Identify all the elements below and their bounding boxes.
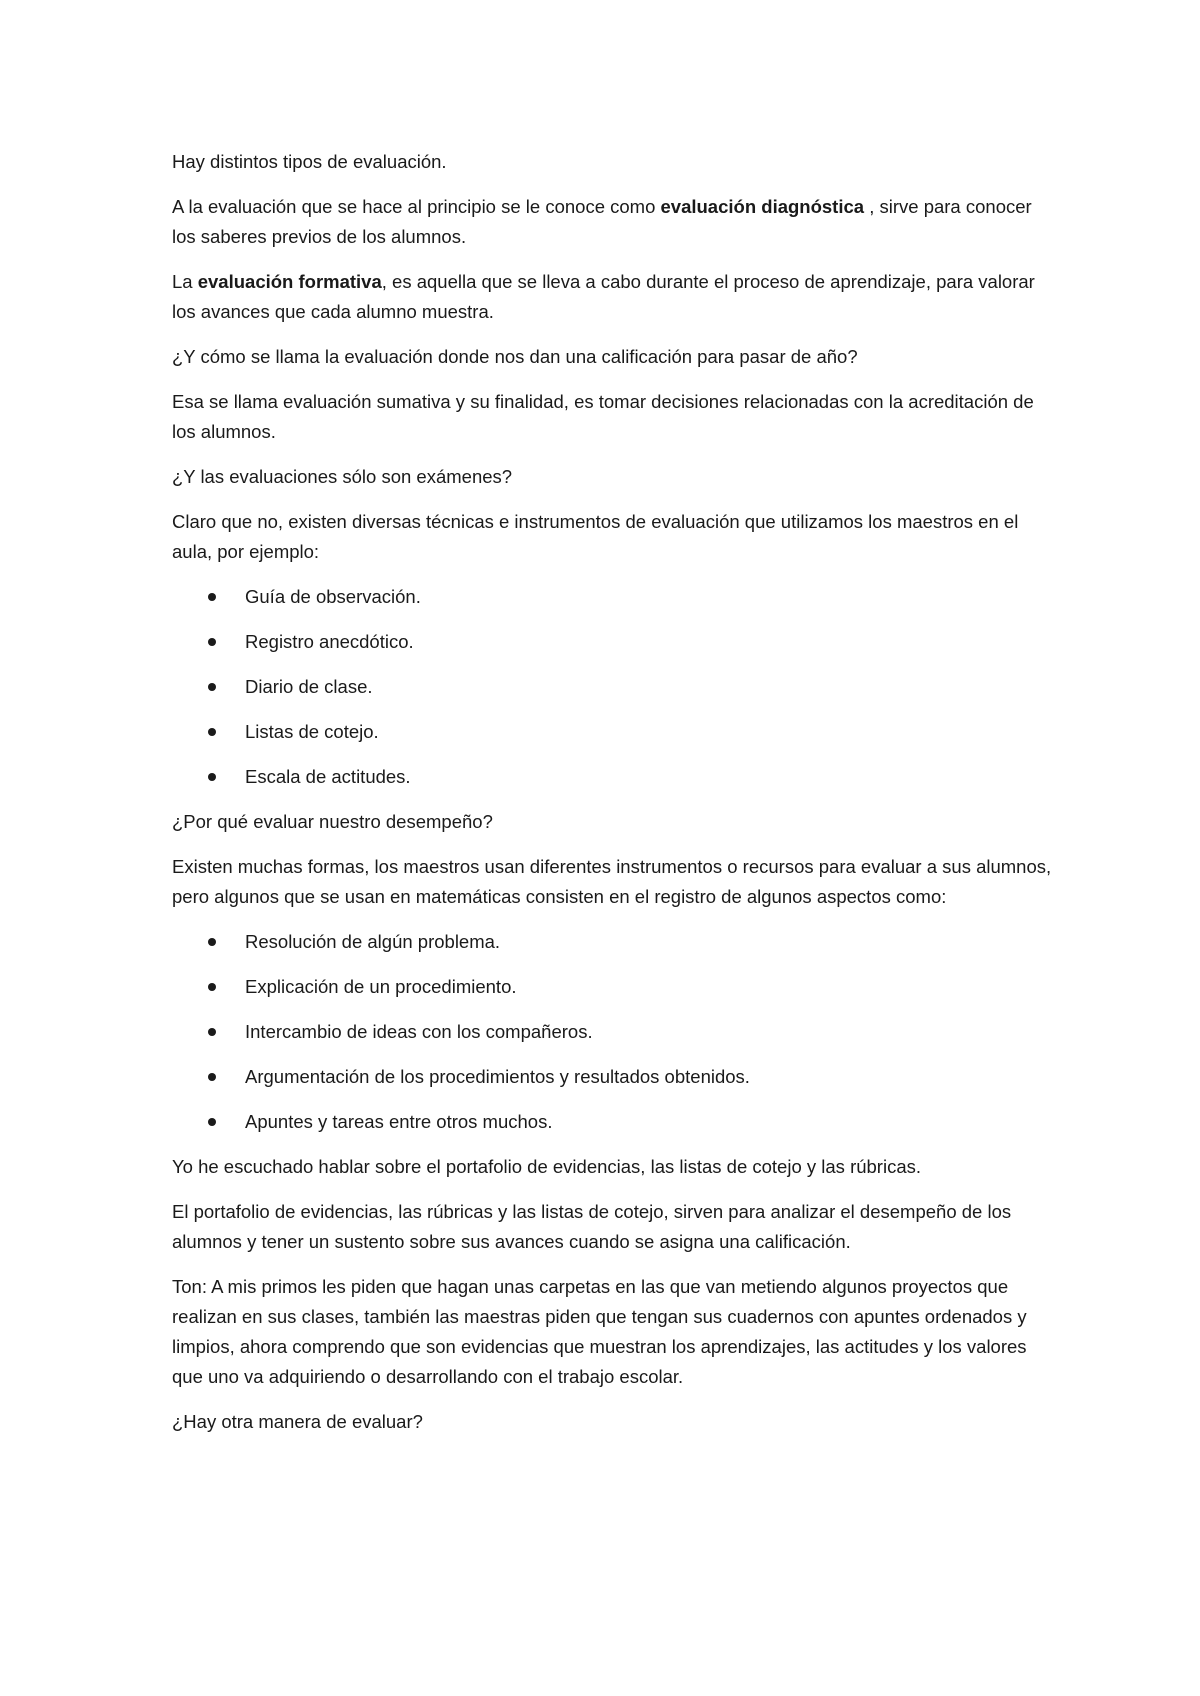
- paragraph-summative: Esa se llama evaluación sumativa y su finalidad, es tomar decisiones relacionadas con la acreditación de los alumnos.: [172, 391, 1034, 442]
- list-item: [172, 927, 1052, 957]
- question-grade: ¿Y cómo se llama la evaluación donde nos dan una calificación para pasar de año?: [172, 346, 858, 367]
- list-item: [172, 1107, 1052, 1137]
- list-item: [172, 1017, 1052, 1047]
- list-item-text: Diario de clase.: [245, 676, 373, 697]
- list-item-text: Explicación de un procedimiento.: [245, 976, 517, 997]
- list-item: [172, 972, 1052, 1002]
- term-formative-evaluation: evaluación formativa: [197, 271, 382, 292]
- paragraph-formative-text-start: La: [172, 271, 198, 292]
- question-performance: ¿Por qué evaluar nuestro desempeño?: [172, 811, 493, 832]
- list-item-text: Argumentación de los procedimientos y resultados obtenidos.: [245, 1066, 750, 1087]
- question-exams: ¿Y las evaluaciones sólo son exámenes?: [172, 466, 513, 487]
- paragraph-formative: [172, 267, 1052, 327]
- paragraph-ton: Ton: A mis primos les piden que hagan unas carpetas en las que van metiendo algunos proyectos que realizan en sus clases, también las maestras piden que tengan sus cuadernos con apuntes ordenados y limpios, ahora comprendo que son evidencias que muestran los aprendizajes, las actitudes y los valores que uno va adquiriendo o desarrollando con el trabajo escolar.: [172, 1276, 1027, 1387]
- list-item-text: Escala de actitudes.: [245, 766, 411, 787]
- list-item-text: Intercambio de ideas con los compañeros.: [245, 1021, 593, 1042]
- list-item: [172, 672, 1052, 702]
- paragraph-diagnostic-text-end: , sirve para conocer los saberes previos de los alumnos.: [172, 196, 1032, 247]
- bullet-icon: [208, 773, 216, 781]
- bullet-icon: [208, 593, 216, 601]
- list-item-text: Apuntes y tareas entre otros muchos.: [245, 1111, 553, 1132]
- list-item-text: Resolución de algún problema.: [245, 931, 501, 952]
- paragraph-portfolio-mention: Yo he escuchado hablar sobre el portafolio de evidencias, las listas de cotejo y las rúbricas.: [172, 1156, 922, 1177]
- bullet-icon: [208, 983, 216, 991]
- paragraph-intro: Hay distintos tipos de evaluación.: [172, 151, 447, 172]
- bullet-icon: [208, 938, 216, 946]
- bullet-icon: [208, 638, 216, 646]
- paragraph-formative-text-end: , es aquella que se lleva a cabo durante el proceso de aprendizaje, para valorar los avances que cada alumno muestra.: [172, 271, 1035, 322]
- list-item-text: Registro anecdótico.: [245, 631, 414, 652]
- paragraph-portfolio-purpose: El portafolio de evidencias, las rúbricas y las listas de cotejo, sirven para analizar el desempeño de los alumnos y tener un sustento sobre sus avances cuando se asigna una calificación.: [172, 1201, 1012, 1252]
- paragraph-diagnostic: [172, 192, 1052, 252]
- bullet-icon: [208, 1073, 216, 1081]
- paragraph-forms: Existen muchas formas, los maestros usan diferentes instrumentos o recursos para evaluar a sus alumnos, pero algunos que se usan en matemáticas consisten en el registro de algunos aspectos como:: [172, 856, 1052, 907]
- list-item: [172, 762, 1052, 792]
- list-item: [172, 627, 1052, 657]
- list-item-text: Guía de observación.: [245, 586, 421, 607]
- list-item-text: Listas de cotejo.: [245, 721, 379, 742]
- bullet-icon: [208, 1118, 216, 1126]
- aspects-list: [172, 927, 1052, 1137]
- paragraph-techniques: Claro que no, existen diversas técnicas e instrumentos de evaluación que utilizamos los maestros en el aula, por ejemplo:: [172, 511, 1019, 562]
- question-other-way: ¿Hay otra manera de evaluar?: [172, 1411, 423, 1432]
- list-item: [172, 582, 1052, 612]
- list-item: [172, 717, 1052, 747]
- list-item: [172, 1062, 1052, 1092]
- instruments-list: [172, 582, 1052, 792]
- term-diagnostic-evaluation: evaluación diagnóstica: [660, 196, 865, 217]
- paragraph-diagnostic-text-start: A la evaluación que se hace al principio se le conoce como: [172, 196, 661, 217]
- bullet-icon: [208, 683, 216, 691]
- document-page: [172, 147, 1052, 1452]
- bullet-icon: [208, 728, 216, 736]
- bullet-icon: [208, 1028, 216, 1036]
